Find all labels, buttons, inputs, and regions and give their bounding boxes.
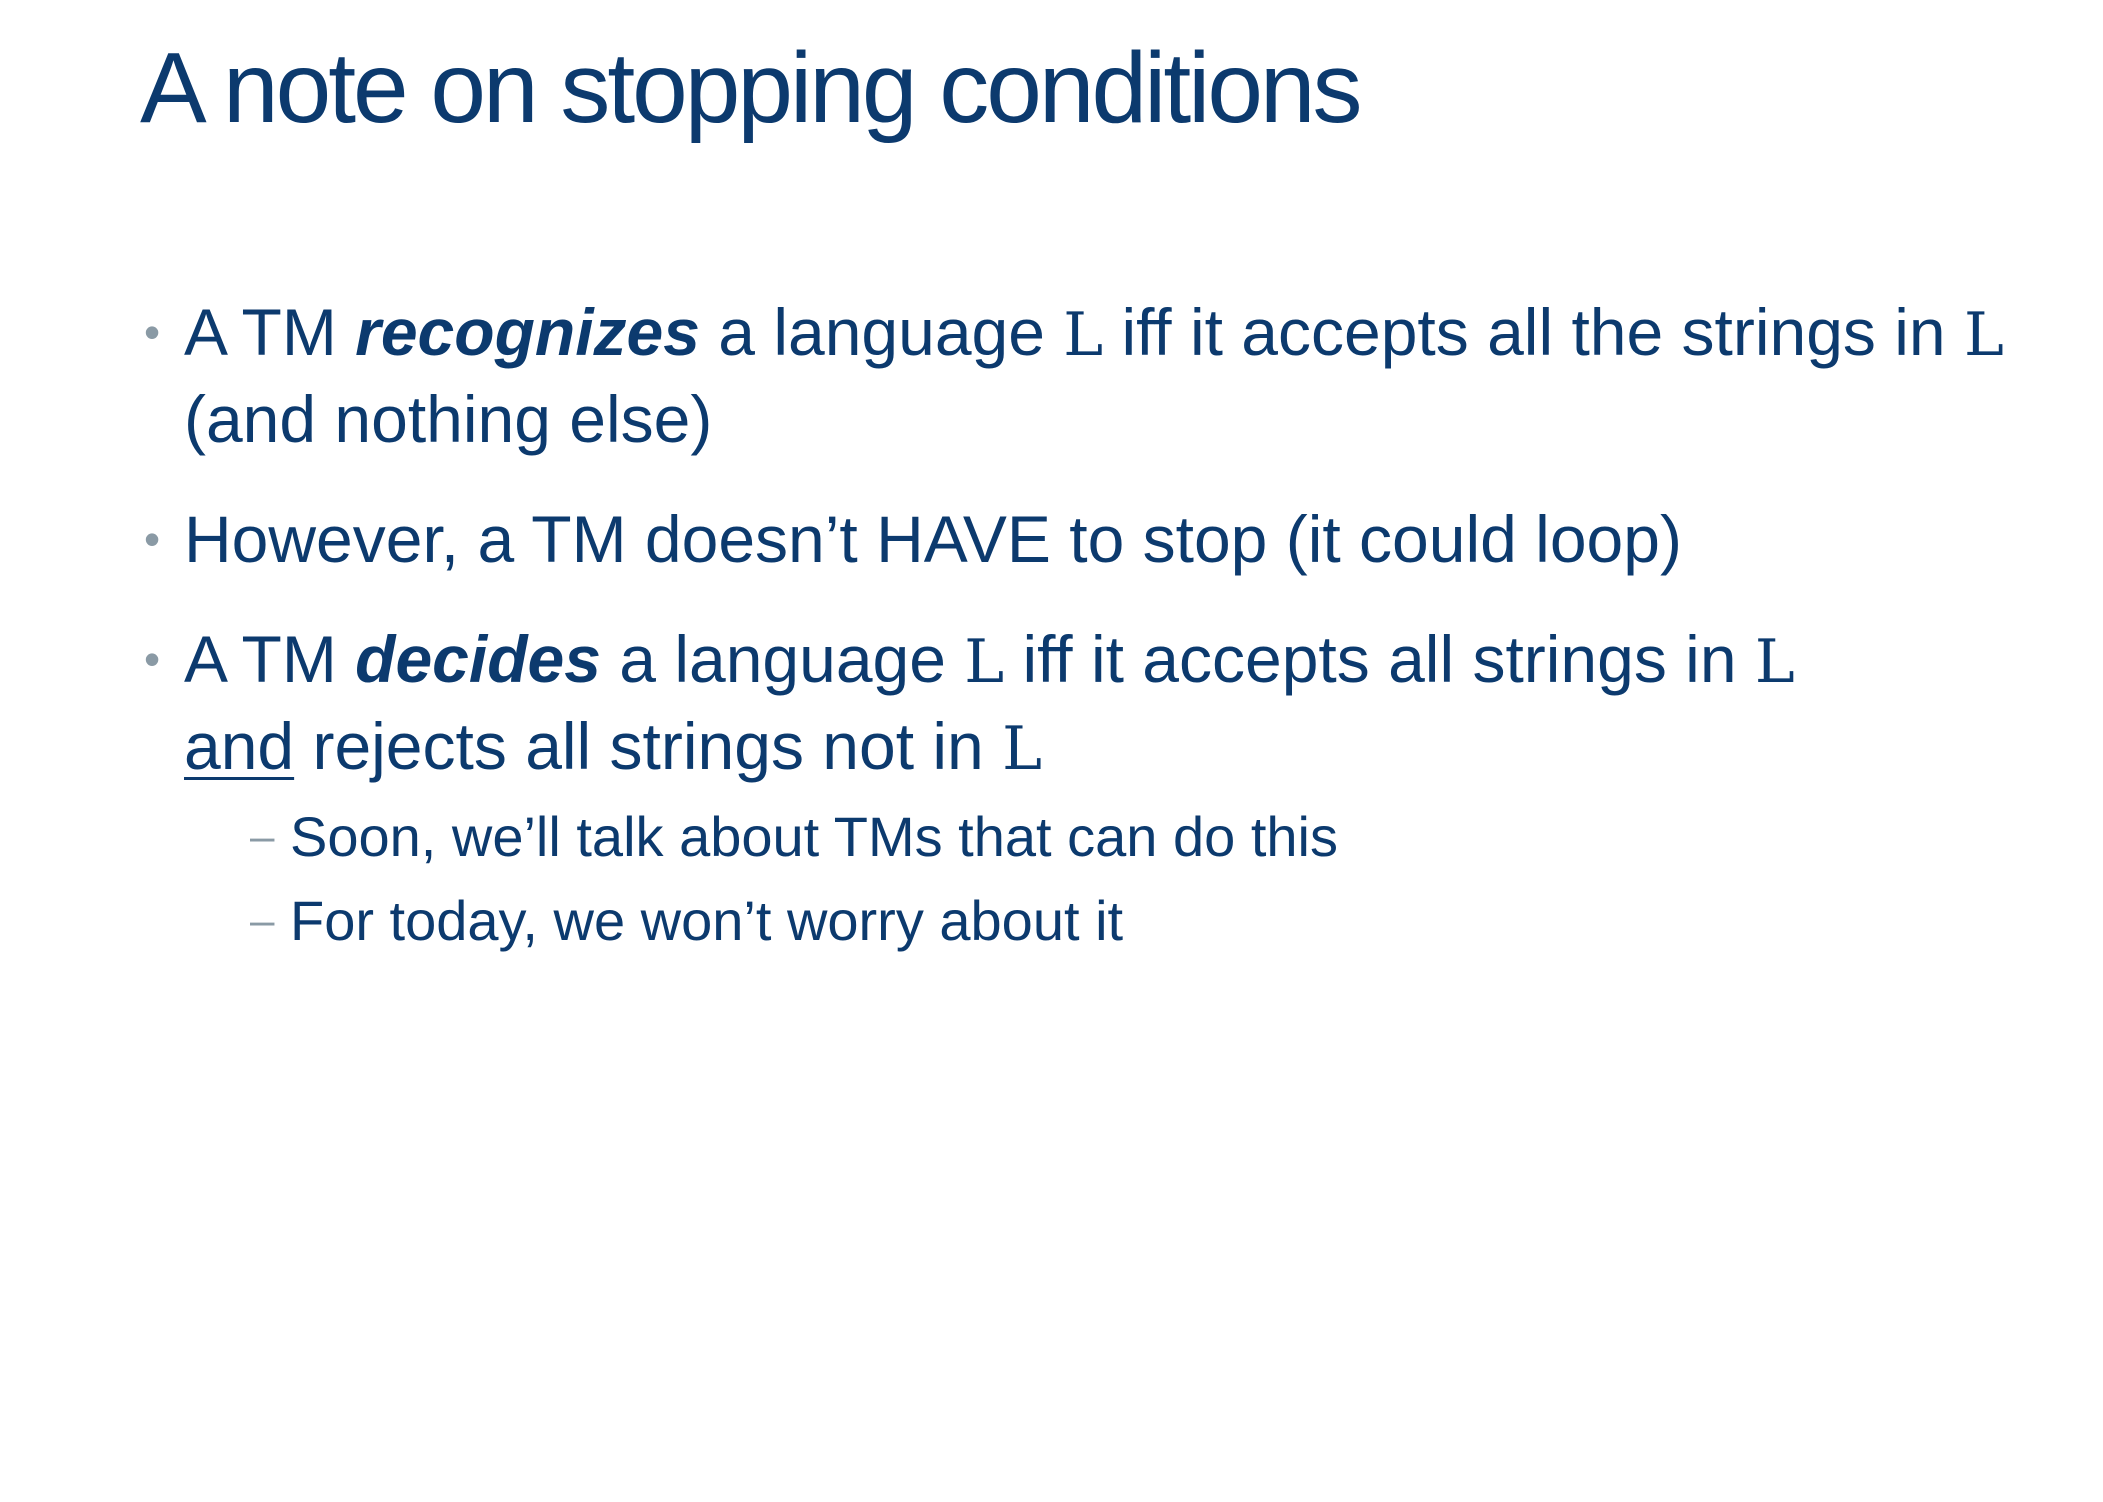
bullet-marker: • [144,513,161,565]
slide-body [140,290,2040,999]
sub-bullet-item [184,879,2040,963]
term-recognizes: recognizes [355,295,700,369]
bullet-recognizes [140,290,2040,461]
bullet-text: a language [600,622,965,696]
language-variable: L [964,627,1005,697]
bullet-text: (and nothing else) [184,382,713,456]
sub-bullet-marker: – [250,812,275,861]
term-decides: decides [355,622,601,696]
language-variable: L [1063,300,1104,370]
sub-bullet-text: Soon, we’ll talk about TMs that can do this [290,805,1338,868]
underlined-and: and [184,709,295,783]
bullet-text: However, a TM doesn’t HAVE to stop (it could loop) [184,502,1682,576]
sub-bullet-list [184,795,2040,963]
sub-bullet-marker: – [250,896,275,945]
language-variable: L [1002,714,1042,784]
sub-bullet-text: For today, we won’t worry about it [290,889,1124,952]
bullet-text: A TM [184,622,356,696]
bullet-text: iff it accepts all strings in [1004,622,1755,696]
bullet-text: A TM [184,295,356,369]
slide-title: A note on stopping conditions [140,32,1360,144]
bullet-looping [140,497,2040,581]
bullet-text: rejects all strings not in [294,709,1003,783]
bullet-text: iff it accepts all the strings in [1103,295,1964,369]
language-variable: L [1963,300,2004,370]
language-variable: L [1754,627,1795,697]
sub-bullet-item [184,795,2040,879]
bullet-marker: • [144,633,161,685]
bullet-text: a language [699,295,1064,369]
bullet-marker: • [144,306,161,358]
bullet-decides [140,617,2040,963]
